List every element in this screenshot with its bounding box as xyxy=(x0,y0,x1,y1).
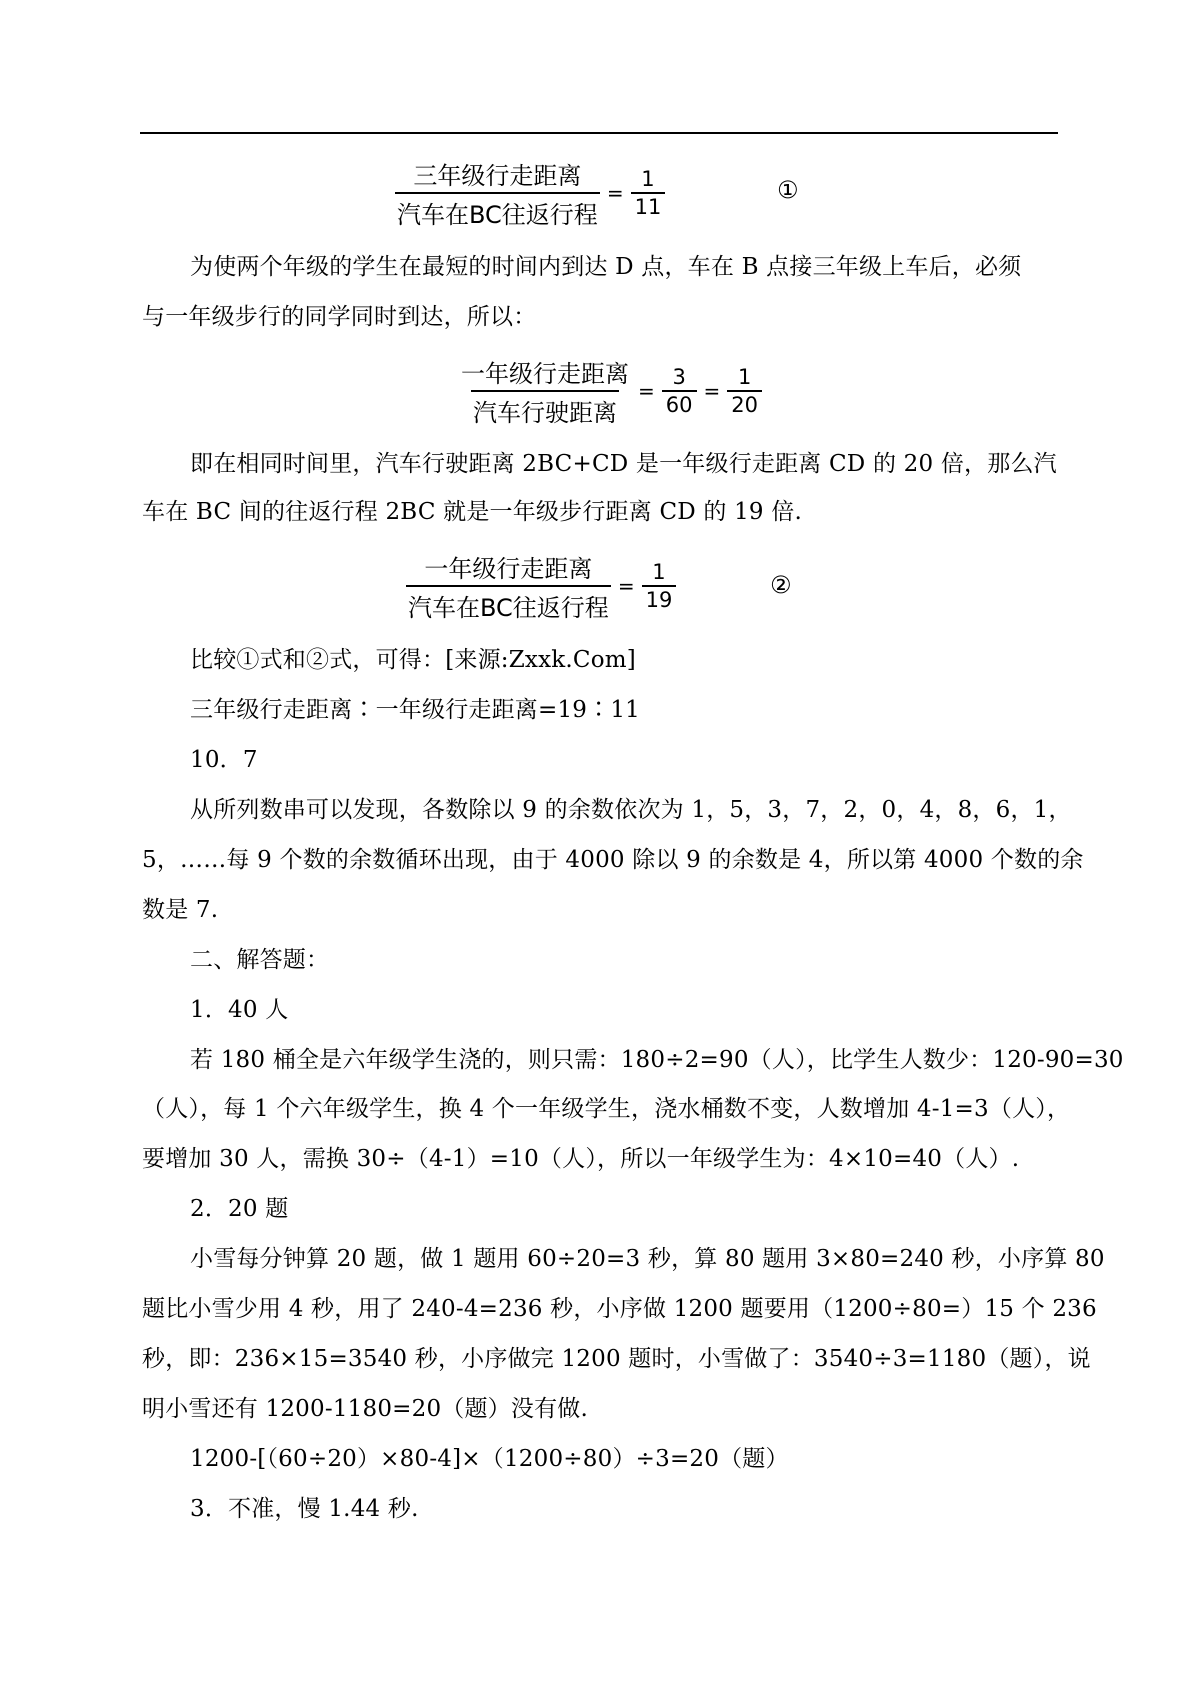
formula-2-main-fraction xyxy=(459,354,631,428)
paragraph-line: 小雪每分钟算 20 题，做 1 题用 60÷20=3 秒，算 80 题用 3×80=240 秒，小序算 80 xyxy=(190,1246,1105,1272)
paragraph-line: 为使两个年级的学生在最短的时间内到达 D 点，车在 B 点接三年级上车后，必须 xyxy=(190,254,1022,280)
formula-2-third-fraction xyxy=(727,365,762,417)
formula-2-second-denominator: 60 xyxy=(662,390,697,417)
formula-2 xyxy=(459,354,762,428)
formula-2-third-denominator: 20 xyxy=(727,390,762,417)
formula-3-equals: = xyxy=(617,574,635,598)
formula-2-second-numerator: 3 xyxy=(672,365,686,389)
paragraph-line: 要增加 30 人，需换 30÷（4-1）=10（人），所以一年级学生为：4×10=40（人）. xyxy=(142,1146,1020,1172)
paragraph-line: （人），每 1 个六年级学生，换 4 个一年级学生，浇水桶数不变，人数增加 4-1=3（人）， xyxy=(142,1096,1071,1122)
formula-3-main-fraction xyxy=(406,549,611,623)
formula-3-result-fraction xyxy=(642,560,677,612)
section-heading: 二、解答题： xyxy=(190,947,330,973)
formula-1-numerator: 三年级行走距离 xyxy=(413,162,582,190)
item-heading: 10．7 xyxy=(190,747,258,773)
paragraph-line: 1200-[（60÷20）×80-4]×（1200÷80）÷3=20（题） xyxy=(190,1446,789,1472)
paragraph-line: 比较①式和②式，可得：[来源:Zxxk.Com] xyxy=(190,647,636,673)
formula-3-marker: ② xyxy=(770,571,792,599)
formula-1-equals: = xyxy=(606,181,624,205)
formula-3 xyxy=(406,549,676,623)
formula-1-result-numerator: 1 xyxy=(641,167,655,191)
formula-1-main-fraction xyxy=(395,156,600,230)
formula-1-marker: ① xyxy=(777,176,799,204)
formula-3-result-denominator: 19 xyxy=(642,585,677,612)
formula-2-equals-2: = xyxy=(703,379,721,403)
paragraph-line: 车在 BC 间的往返行程 2BC 就是一年级步行距离 CD 的 19 倍. xyxy=(142,499,802,525)
formula-3-result-numerator: 1 xyxy=(652,560,666,584)
formula-3-denominator: 汽车在BC往返行程 xyxy=(406,585,611,623)
item-heading: 2．20 题 xyxy=(190,1196,289,1222)
paragraph-line: 与一年级步行的同学同时到达，所以： xyxy=(142,304,537,330)
paragraph-line: 5，……每 9 个数的余数循环出现，由于 4000 除以 9 的余数是 4，所以第 4000 个数的余 xyxy=(142,847,1084,873)
formula-3-numerator: 一年级行走距离 xyxy=(424,555,593,583)
item-heading: 3．不准，慢 1.44 秒. xyxy=(190,1496,419,1522)
paragraph-line: 题比小雪少用 4 秒，用了 240-4=236 秒，小序做 1200 题要用（1200÷80=）15 个 236 xyxy=(142,1296,1097,1322)
paragraph-line: 秒，即：236×15=3540 秒，小序做完 1200 题时，小雪做了：3540÷3=1180（题），说 xyxy=(142,1346,1091,1372)
paragraph-line: 数是 7. xyxy=(142,897,219,923)
paragraph-line: 三年级行走距离∶一年级行走距离=19∶11 xyxy=(190,697,641,723)
formula-1-result-denominator: 11 xyxy=(631,192,666,219)
formula-2-denominator: 汽车行驶距离 xyxy=(471,390,619,428)
paragraph-line: 即在相同时间里，汽车行驶距离 2BC+CD 是一年级行走距离 CD 的 20 倍，那么汽 xyxy=(190,451,1057,477)
paragraph-line: 若 180 桶全是六年级学生浇的，则只需：180÷2=90（人），比学生人数少：120-90=30 xyxy=(190,1047,1124,1073)
paragraph-line: 从所列数串可以发现，各数除以 9 的余数依次为 1，5，3，7，2，0，4，8，6，1， xyxy=(190,797,1072,823)
formula-2-equals: = xyxy=(638,379,655,403)
header-rule xyxy=(140,132,1058,134)
formula-1 xyxy=(395,156,665,230)
formula-1-denominator: 汽车在BC往返行程 xyxy=(395,192,600,230)
formula-1-result-fraction xyxy=(631,167,666,219)
formula-2-numerator: 一年级行走距离 xyxy=(461,360,629,388)
formula-2-second-fraction xyxy=(662,365,697,417)
item-heading: 1．40 人 xyxy=(190,997,289,1023)
paragraph-line: 明小雪还有 1200-1180=20（题）没有做. xyxy=(142,1396,588,1422)
formula-2-third-numerator: 1 xyxy=(737,365,752,389)
